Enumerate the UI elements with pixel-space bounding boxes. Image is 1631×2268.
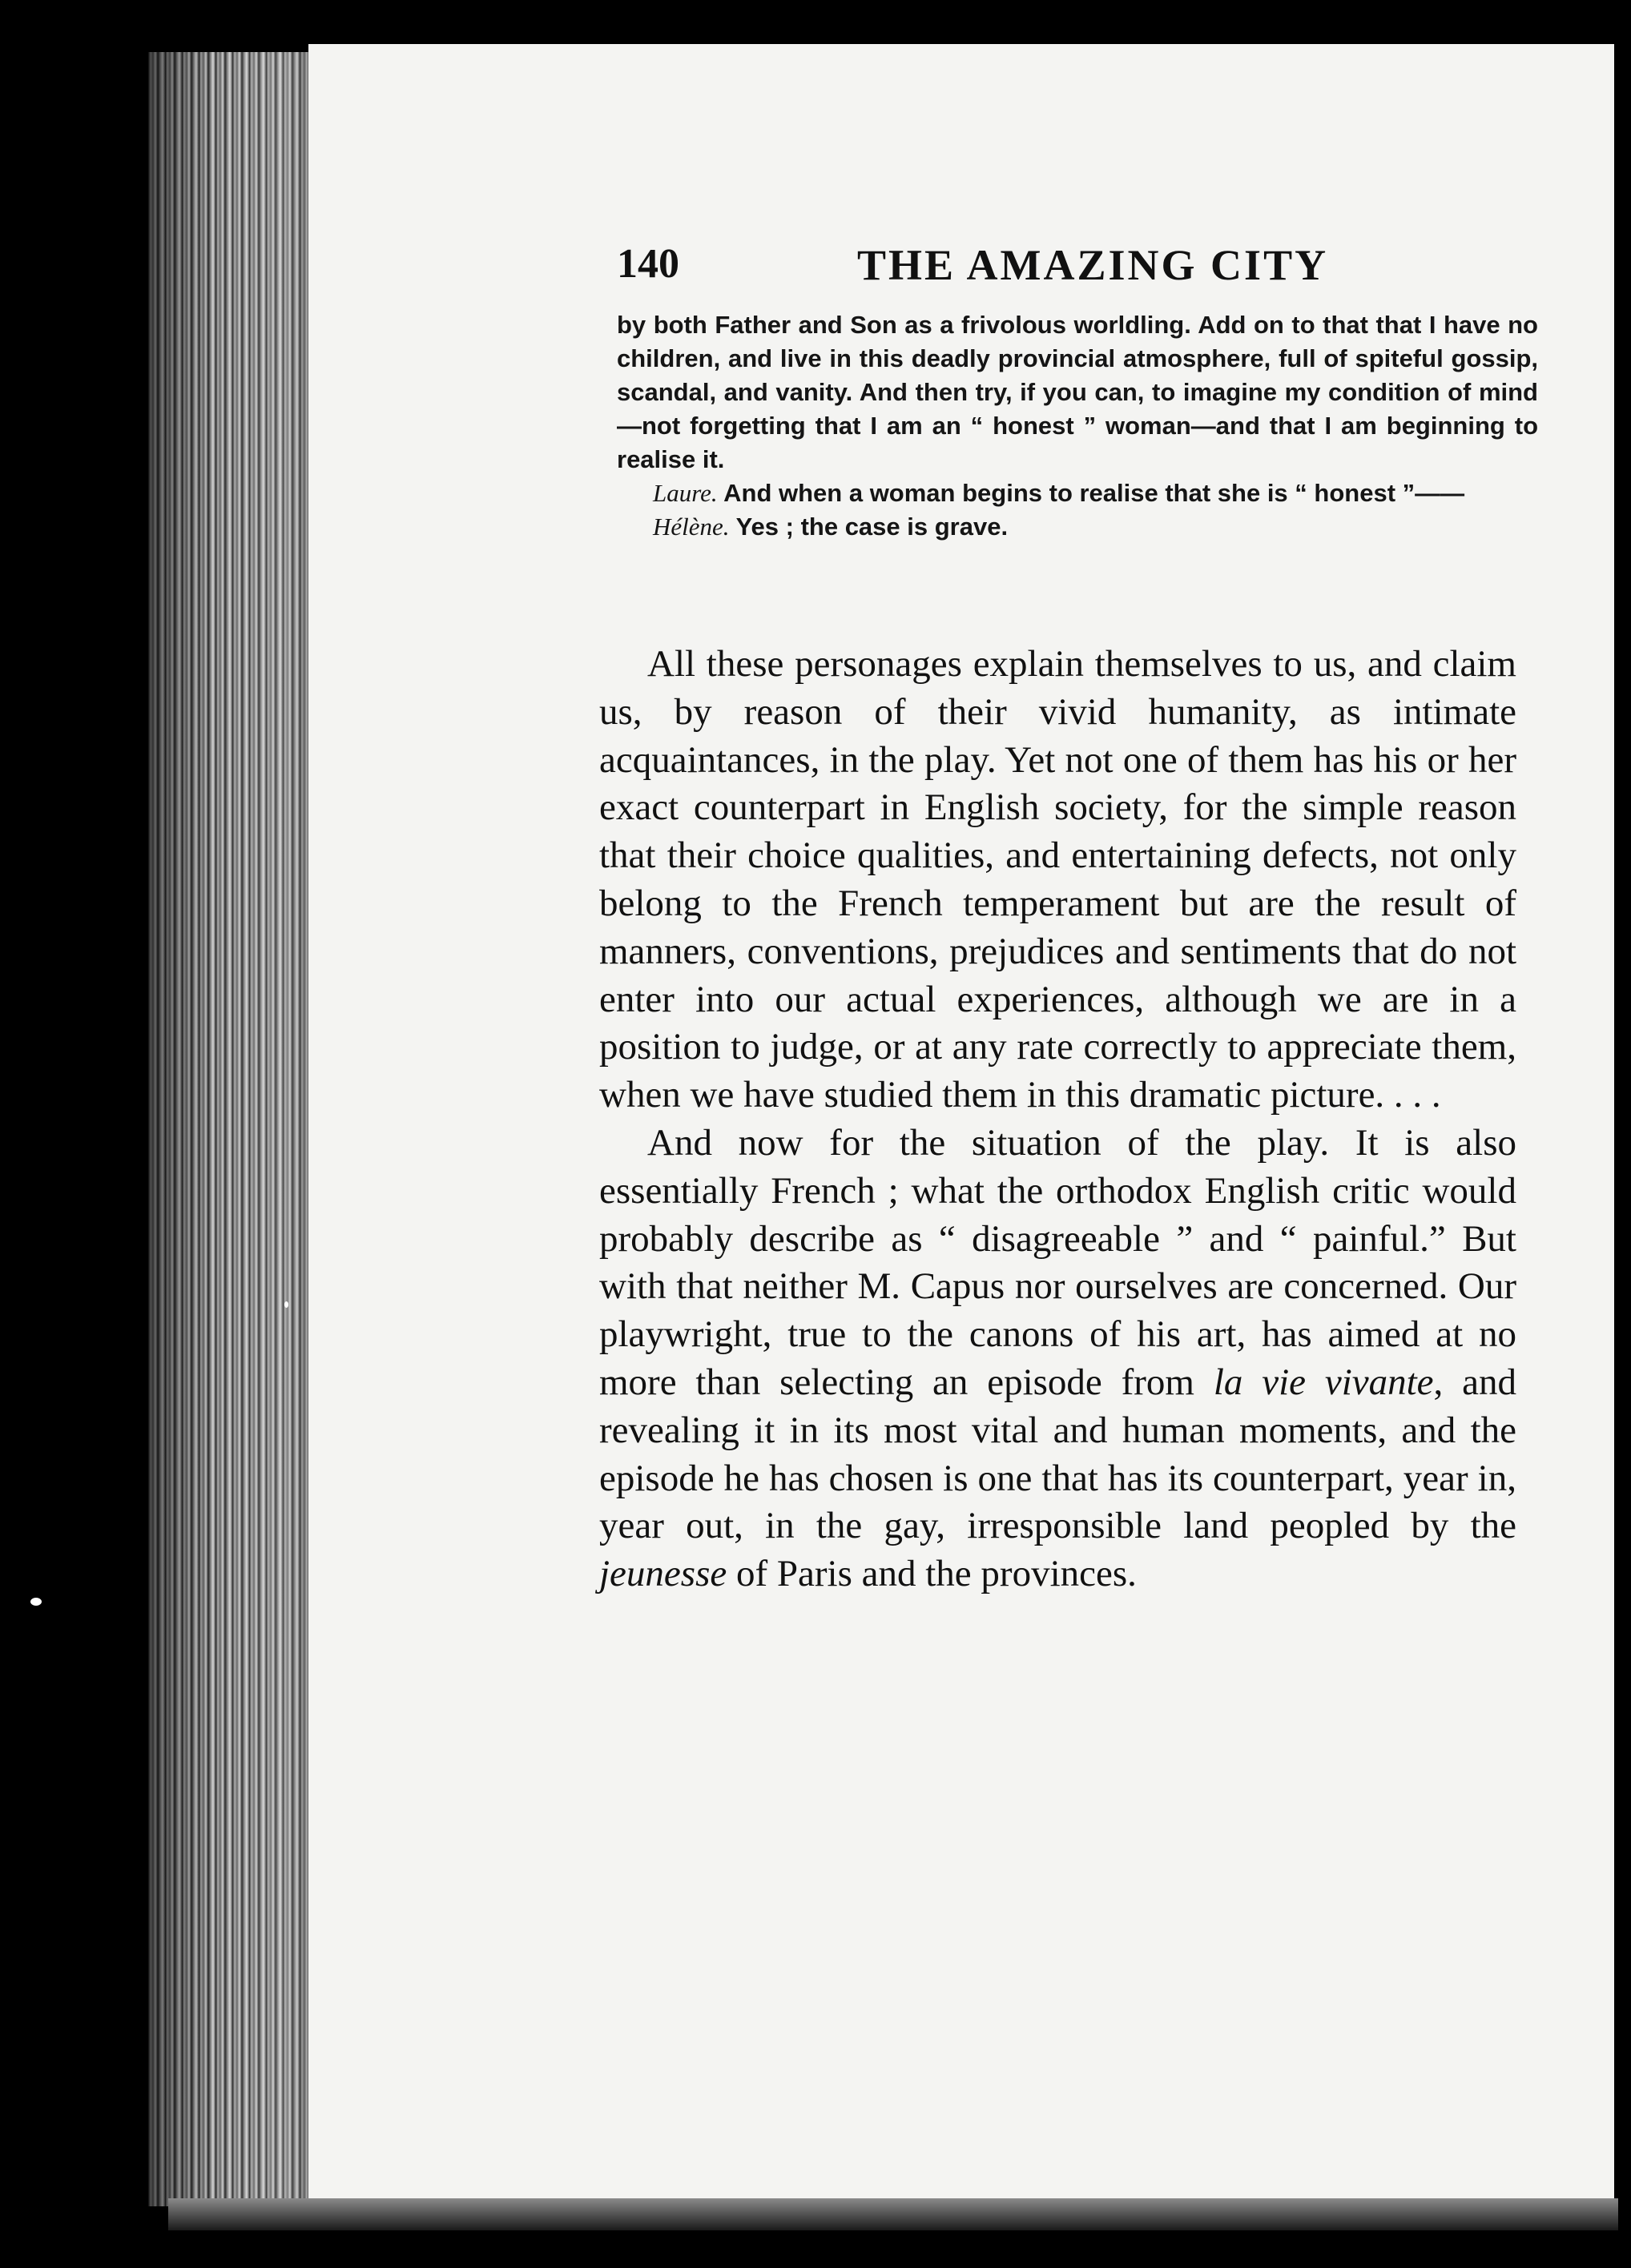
- dialogue-text: Yes ; the case is grave.: [729, 513, 1009, 541]
- page-header: [617, 240, 1554, 296]
- italic-phrase: jeunesse: [599, 1553, 727, 1595]
- italic-phrase: la vie vivante: [1213, 1361, 1434, 1403]
- dialogue-line-helene: [617, 510, 1538, 544]
- body-text: [599, 641, 1516, 1598]
- page-edge-shadow: [148, 52, 312, 2206]
- scan-speck: [284, 1301, 288, 1308]
- speaker-name: Laure.: [653, 479, 718, 507]
- quoted-dialogue: [617, 308, 1538, 544]
- page-number: 140: [617, 241, 679, 287]
- body-text-run: And now for the situation of the play. It is also essentially French ; what the orthodox English critic would probably describe as “ disagreeable ” and “ painful.” But with that neither M. Capus nor ourselves are concerned. Our playwright, true to the canons of his art, has aimed at no more than selecting an episode from: [599, 1121, 1516, 1403]
- body-text-run: of Paris and the provinces.: [727, 1553, 1137, 1595]
- speaker-name: Hélène.: [653, 513, 730, 541]
- quote-paragraph: by both Father and Son as a frivolous worldling. Add on to that that I have no children, and live in this deadly provincial atmosphere, full of spiteful gossip, scandal, and vanity. And then try, if you can, to imagine my condition of mind—not forgetting that I am an “ honest ” woman—and that I am beginning to realise it.: [617, 311, 1538, 473]
- body-paragraph: [599, 1120, 1516, 1598]
- body-paragraph: All these personages explain themselves to us, and claim us, by reason of their vivid humanity, as intimate acquaintances, in the play. Yet not one of them has his or her exact counterpart in English society, for the simple reason that their choice qualities, and entertaining defects, not only belong to the French temperament but are the result of manners, conventions, prejudices and sentiments that do not enter into our actual experiences, although we are in a position to judge, or at any rate correctly to appreciate them, when we have studied them in this dramatic picture. . . .: [599, 643, 1516, 1116]
- dialogue-line-laure: [617, 477, 1538, 510]
- body-text-run: , and revealing it in its most vital and human moments, and the episode he has chosen is one that has its counterpart, year in, year out, in the gay, irresponsible land peopled by the: [599, 1361, 1516, 1547]
- dialogue-text: And when a woman begins to realise that she is “ honest ”——: [717, 479, 1465, 507]
- running-head: THE AMAZING CITY: [857, 241, 1329, 289]
- page-bottom-edge: [168, 2198, 1618, 2230]
- scan-speck: [30, 1598, 42, 1606]
